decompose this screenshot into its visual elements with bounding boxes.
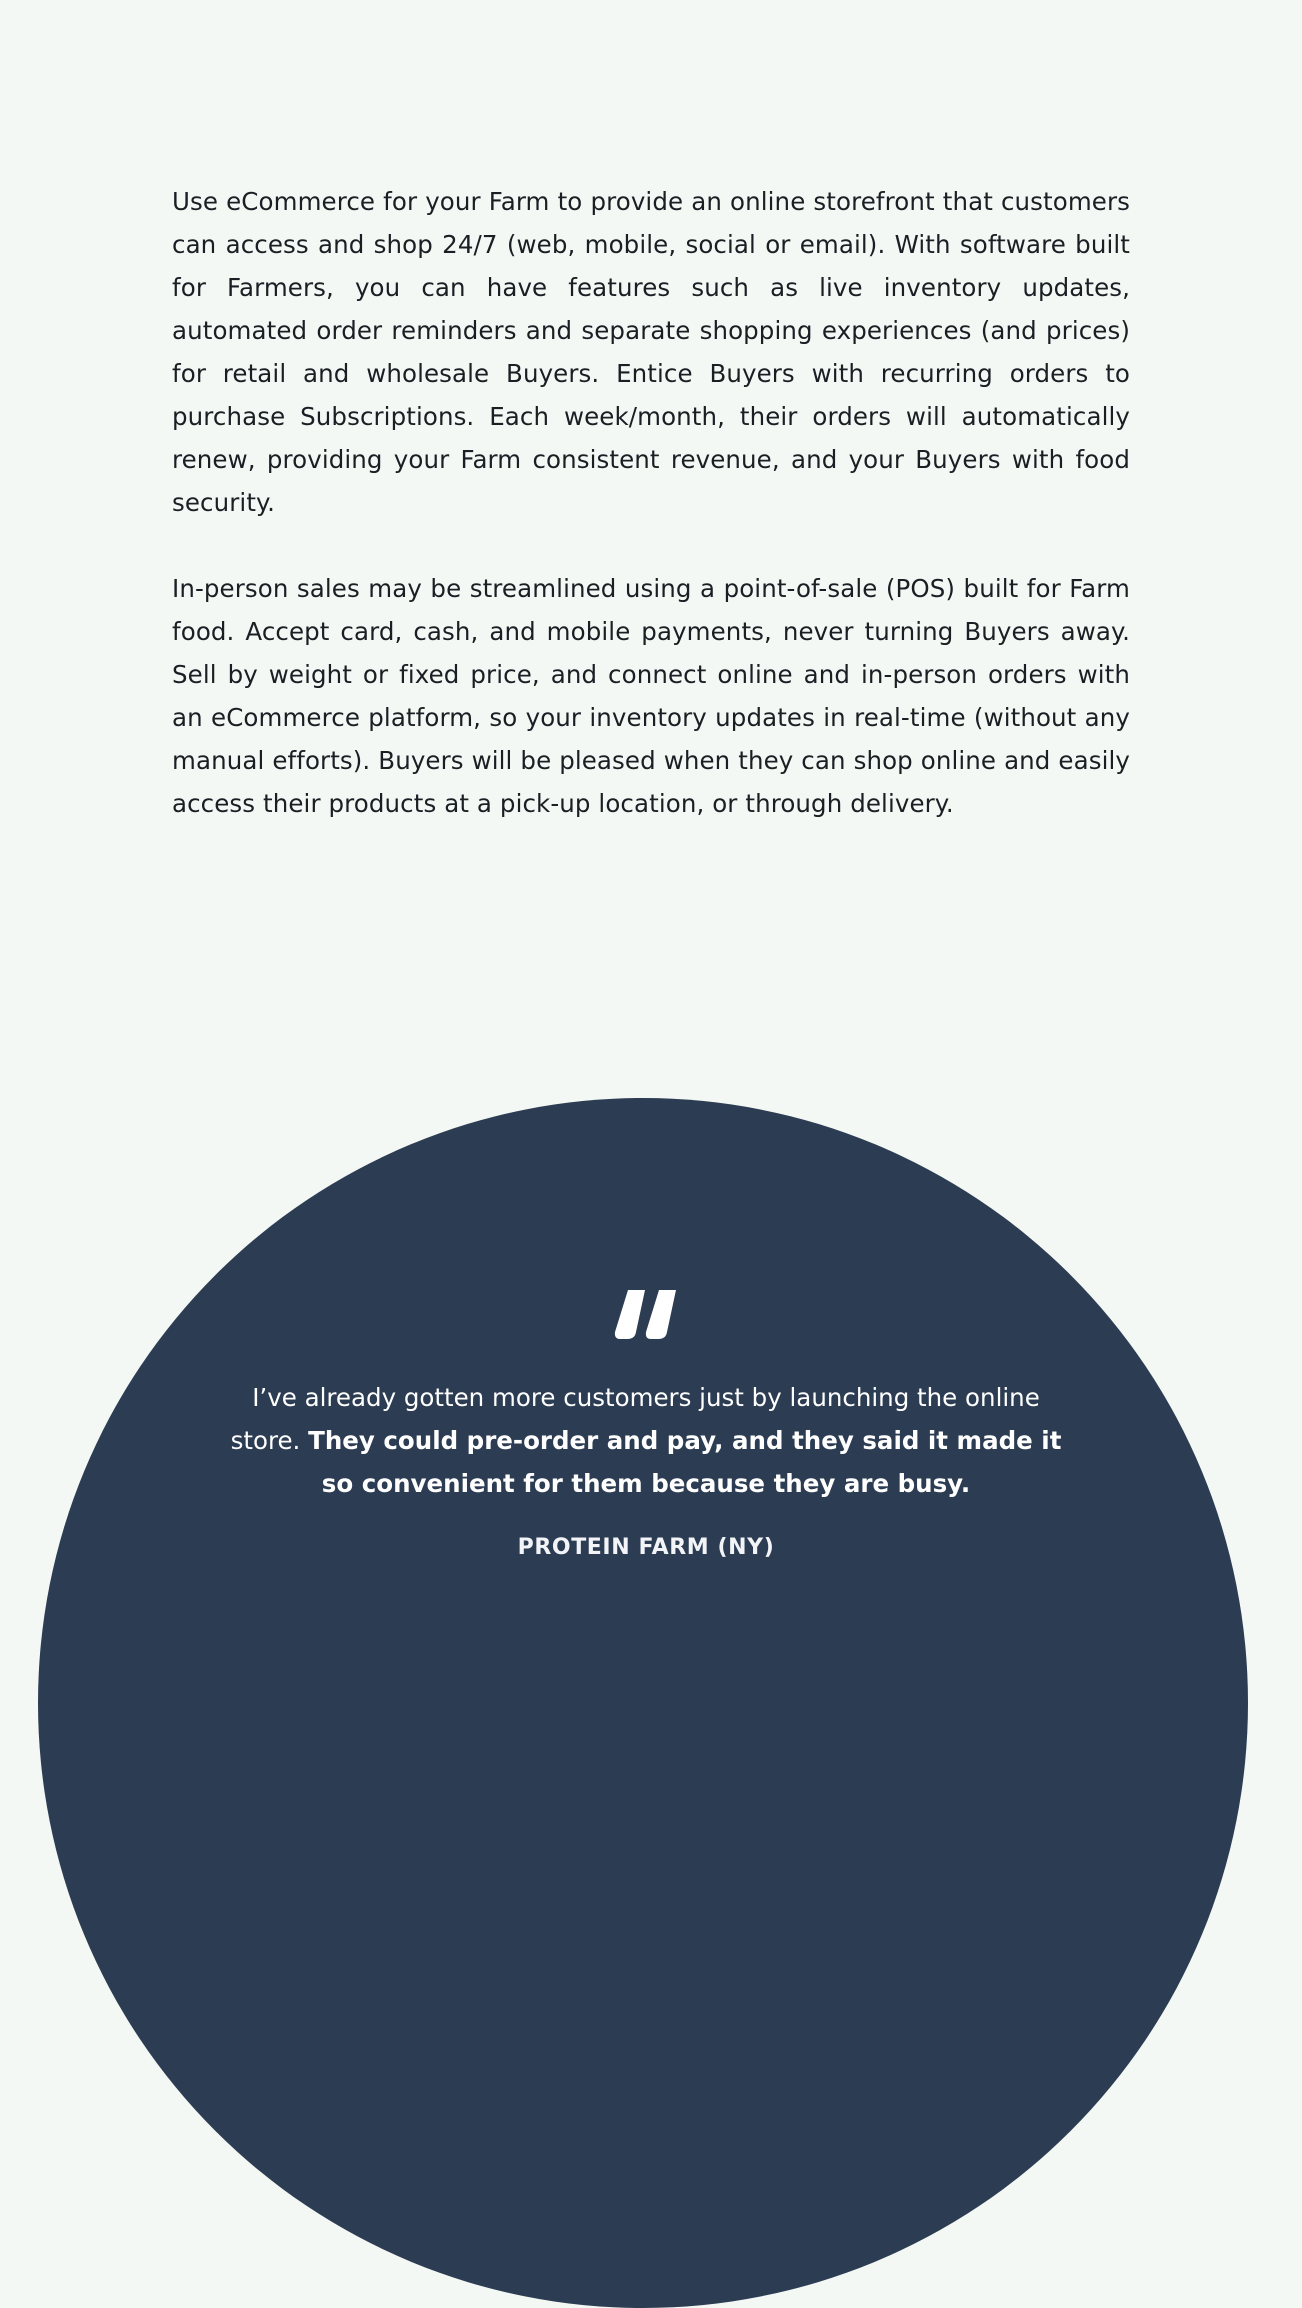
quote-icon [611,1290,681,1340]
testimonial-quote-bold: They could pre-order and pay, and they said it made it so convenient for them because they are busy. [308,1426,1062,1498]
testimonial-section [230,1290,1062,1560]
testimonial-background-arc [38,1098,1248,2308]
content-paragraph-1: Use eCommerce for your Farm to provide an online storefront that customers can access and shop 24/7 (web, mobile, social or email). With software built for Farmers, you can have features such as live inventory updates, automated order reminders and separate shopping experiences (and prices) for retail and wholesale Buyers. Entice Buyers with recurring orders to purchase Subscriptions. Each week/month, their orders will automatically renew, providing your Farm consistent revenue, and your Buyers with food security. [172,187,1130,517]
content-paragraph-2: In-person sales may be streamlined using a point-of-sale (POS) built for Farm food. Accept card, cash, and mobile payments, never turning Buyers away. Sell by weight or fixed price, and connect online and in-person orders with an eCommerce platform, so your inventory updates in real-time (without any manual efforts). Buyers will be pleased when they can shop online and easily access their products at a pick-up location, or through delivery. [172,574,1130,818]
content-section [172,180,1130,825]
testimonial-attribution: PROTEIN FARM (NY) [517,1535,775,1560]
testimonial-quote [230,1376,1062,1505]
testimonial-quote-regular: I’ve already gotten more customers just by launching the online store. [230,1383,1040,1455]
